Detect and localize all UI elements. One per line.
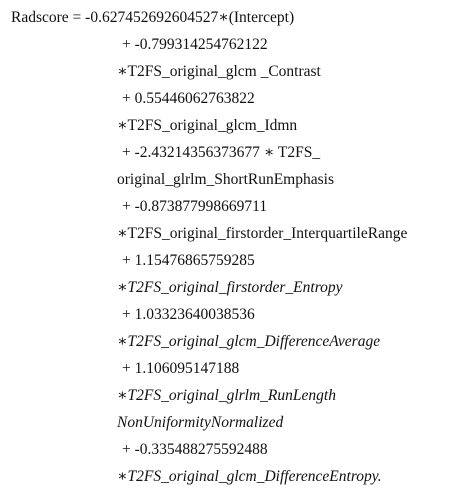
formula-line-feature-3: original_glrlm_ShortRunEmphasis: [117, 171, 334, 188]
formula-line-coefficient-4: + -0.873877998669711: [122, 198, 268, 215]
formula-line-radscore-intercept: Radscore = -0.627452692604527∗(Intercept): [11, 9, 295, 26]
formula-line-coefficient-6: + 1.03323640038536: [122, 306, 255, 323]
formula-line-feature-7a: ∗T2FS_original_glrlm_RunLength: [117, 387, 336, 404]
formula-line-feature-6: ∗T2FS_original_glcm_DifferenceAverage: [117, 333, 381, 350]
formula-line-feature-5: ∗T2FS_original_firstorder_Entropy: [117, 279, 343, 296]
formula-line-coefficient-3: + -2.43214356373677 ∗ T2FS_: [122, 144, 321, 161]
formula-line-feature-8: ∗T2FS_original_glcm_DifferenceEntropy.: [117, 468, 382, 485]
formula-line-coefficient-8: + -0.335488275592488: [122, 441, 268, 458]
formula-line-coefficient-2: + 0.55446062763822: [122, 90, 255, 107]
formula-line-feature-7b: NonUniformityNormalized: [117, 414, 284, 431]
formula-line-feature-4: ∗T2FS_original_firstorder_InterquartileRange: [117, 225, 408, 242]
formula-line-coefficient-1: + -0.799314254762122: [122, 36, 268, 53]
formula-line-feature-2: ∗T2FS_original_glcm_Idmn: [117, 117, 298, 134]
formula-line-coefficient-5: + 1.15476865759285: [122, 252, 255, 269]
formula-line-coefficient-7: + 1.106095147188: [122, 360, 240, 377]
formula-line-feature-1: ∗T2FS_original_glcm _Contrast: [117, 63, 321, 80]
